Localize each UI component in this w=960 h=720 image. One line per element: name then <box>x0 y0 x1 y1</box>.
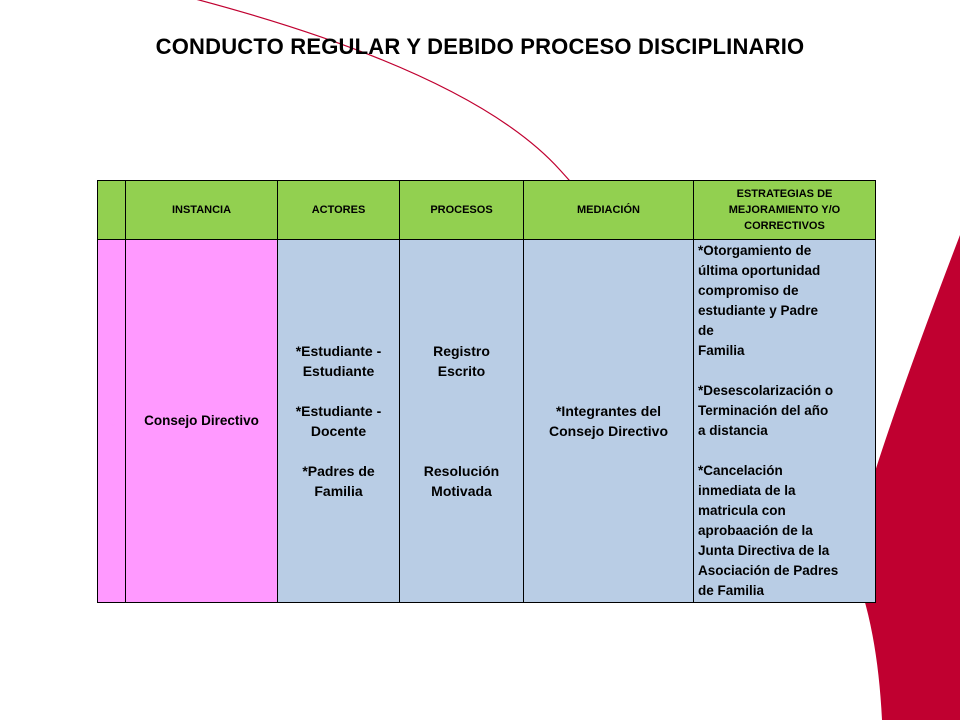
header-mediacion: MEDIACIÓN <box>524 181 694 240</box>
table-row <box>98 240 876 603</box>
cell-estrategias <box>694 240 876 603</box>
disciplinary-process-table <box>97 180 876 603</box>
header-estrategias-text: ESTRATEGIAS DE MEJORAMIENTO Y/O CORRECTIVOS <box>728 188 841 232</box>
cell-estrategias-text: *Otorgamiento de última oportunidad compromiso de estudiante y Padre de Familia *Desescolarización o Terminación del año a distancia *Cancelación inmediata de la matricula con aprobaación de la Junta Directiva de la Asociación de Padres de Familia <box>698 243 839 598</box>
cell-procesos-text: Registro Escrito Resolución Motivada <box>423 343 500 499</box>
cell-mediacion <box>524 240 694 603</box>
cell-mediacion-text: *Integrantes del Consejo Directivo <box>548 403 669 439</box>
header-actores: ACTORES <box>278 181 400 240</box>
cell-procesos <box>400 240 524 603</box>
header-num <box>98 181 126 240</box>
cell-actores <box>278 240 400 603</box>
row-number: 6 <box>98 240 126 603</box>
header-procesos: PROCESOS <box>400 181 524 240</box>
table-header-row <box>98 181 876 240</box>
cell-instancia: Consejo Directivo <box>126 240 278 603</box>
header-instancia: INSTANCIA <box>126 181 278 240</box>
header-estrategias <box>694 181 876 240</box>
page-title: CONDUCTO REGULAR Y DEBIDO PROCESO DISCIPLINARIO <box>155 34 805 59</box>
cell-actores-text: *Estudiante - Estudiante *Estudiante - Docente *Padres de Familia <box>295 343 382 499</box>
